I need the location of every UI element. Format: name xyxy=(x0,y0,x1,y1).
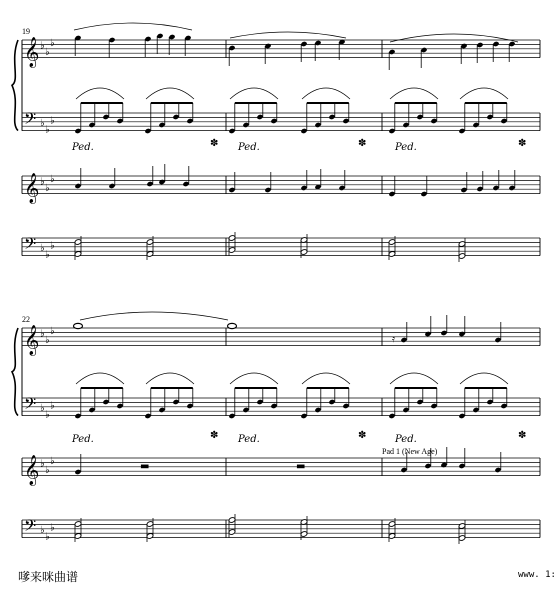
slur xyxy=(230,32,346,38)
flat-icon: ♭ xyxy=(40,328,45,340)
flat-icon: ♭ xyxy=(50,400,55,412)
slur xyxy=(390,88,438,99)
system-1 xyxy=(12,23,540,262)
slur xyxy=(74,23,192,30)
pedal-mark: Ped. xyxy=(72,434,94,445)
treble-clef-icon: 𝄞 xyxy=(24,325,40,356)
bass-clef-icon: 𝄢 xyxy=(24,234,37,257)
slur xyxy=(390,373,438,384)
flat-icon: ♭ xyxy=(50,38,55,50)
site-name: 嗲来咪曲谱 xyxy=(18,570,79,584)
pedal-mark: Ped. xyxy=(395,142,417,153)
flat-icon: ♭ xyxy=(45,335,50,346)
score-systems xyxy=(12,23,540,544)
whole-note-head xyxy=(74,323,83,328)
flat-icon: ♭ xyxy=(40,117,45,129)
measure-number: 19 xyxy=(22,27,30,36)
pedal-mark: Ped. xyxy=(238,142,260,153)
system-2 xyxy=(12,312,540,544)
flat-icon: ♭ xyxy=(40,242,45,254)
flat-icon: ♭ xyxy=(50,522,55,534)
pedal-release-icon: ✽ xyxy=(518,430,527,441)
whole-note-head xyxy=(228,323,237,328)
pedal-mark: Ped. xyxy=(238,434,260,445)
pedal-release-icon: ✽ xyxy=(210,138,219,149)
piano-brace xyxy=(12,328,18,416)
pedal-mark: Ped. xyxy=(72,142,94,153)
staff-3 xyxy=(22,455,540,487)
flat-icon: ♭ xyxy=(45,249,50,261)
pedal-release-icon: ✽ xyxy=(518,138,527,149)
staff-1 xyxy=(22,37,540,69)
slur xyxy=(390,34,518,42)
flat-icon: ♭ xyxy=(45,409,50,421)
flat-icon: ♭ xyxy=(45,531,50,543)
flat-icon: ♭ xyxy=(50,456,55,468)
half-rest-icon: ▬ xyxy=(140,461,150,472)
flat-icon: ♭ xyxy=(50,174,55,186)
flat-icon: ♭ xyxy=(45,465,50,476)
slur xyxy=(302,88,350,99)
slur xyxy=(146,88,194,99)
flat-icon: ♭ xyxy=(45,124,50,136)
instrument-label: Pad 1 (New Age) xyxy=(382,447,438,456)
flat-icon: ♭ xyxy=(40,458,45,470)
flat-icon: ♭ xyxy=(45,47,50,58)
bass-clef-icon: 𝄢 xyxy=(24,394,37,417)
pedal-release-icon: ✽ xyxy=(210,430,219,441)
flat-icon: ♭ xyxy=(45,183,50,194)
treble-clef-icon: 𝄞 xyxy=(24,173,40,204)
bass-clef-icon: 𝄢 xyxy=(24,109,37,132)
slur xyxy=(230,88,278,99)
treble-clef-icon: 𝄞 xyxy=(24,37,40,68)
pedal-release-icon: ✽ xyxy=(358,138,367,149)
flat-icon: ♭ xyxy=(40,524,45,536)
flat-icon: ♭ xyxy=(50,115,55,127)
site-url: www. 1: xyxy=(518,570,556,580)
flat-icon: ♭ xyxy=(40,176,45,188)
piano-brace xyxy=(12,40,18,131)
flat-icon: ♭ xyxy=(50,326,55,338)
tie xyxy=(80,312,228,320)
bass-clef-icon: 𝄢 xyxy=(24,516,37,539)
pedal-release-icon: ✽ xyxy=(358,430,367,441)
slur xyxy=(76,373,124,384)
treble-clef-icon: 𝄞 xyxy=(24,455,40,486)
half-rest-icon: ▬ xyxy=(296,461,306,472)
slur xyxy=(146,373,194,384)
staff-1 xyxy=(22,325,540,357)
measure-number: 22 xyxy=(22,315,30,324)
flat-icon: ♭ xyxy=(50,240,55,252)
eighth-rest-icon: 𝄿 xyxy=(392,334,396,345)
slur xyxy=(302,373,350,384)
flat-icon: ♭ xyxy=(40,402,45,414)
slur xyxy=(230,373,278,384)
pedal-mark: Ped. xyxy=(395,434,417,445)
slur xyxy=(76,88,124,99)
slur xyxy=(460,88,508,99)
slur xyxy=(460,373,508,384)
flat-icon: ♭ xyxy=(40,40,45,52)
